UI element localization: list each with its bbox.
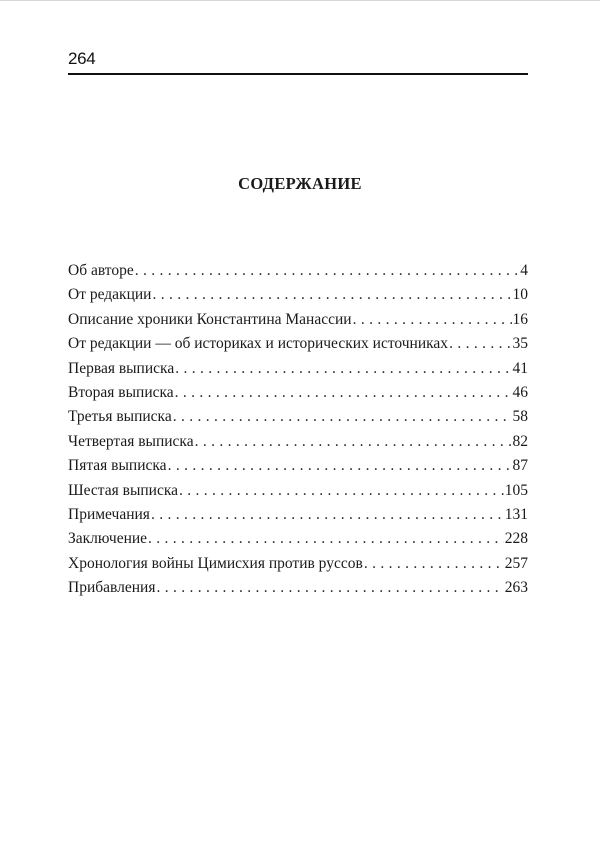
- toc-entry[interactable]: [68, 283, 528, 307]
- toc-entry[interactable]: [68, 405, 528, 429]
- toc-entry-label: Третья выписка: [68, 408, 172, 426]
- dot-leader: [353, 308, 512, 332]
- dot-leader: [135, 259, 520, 283]
- toc-entry-page: 10: [512, 286, 528, 304]
- toc-entry[interactable]: [68, 259, 528, 283]
- toc-entry[interactable]: [68, 430, 528, 454]
- dot-leader: [195, 430, 512, 454]
- toc-entry-label: Примечания: [68, 505, 150, 523]
- toc-entry[interactable]: [68, 357, 528, 381]
- header-rule: [68, 73, 528, 75]
- toc-entry-page: 263: [504, 579, 528, 597]
- toc-entry[interactable]: [68, 479, 528, 503]
- page-number: 264: [68, 49, 96, 68]
- toc-entry[interactable]: [68, 332, 528, 356]
- toc-entry[interactable]: [68, 503, 528, 527]
- toc-entry-label: Прибавления: [68, 579, 156, 597]
- toc-entry-page: 41: [512, 359, 528, 377]
- dot-leader: [179, 479, 504, 503]
- toc-entry[interactable]: [68, 552, 528, 576]
- toc-entry[interactable]: [68, 308, 528, 332]
- table-of-contents: [68, 259, 528, 600]
- toc-entry-page: 16: [512, 310, 528, 328]
- dot-leader: [173, 405, 512, 429]
- dot-leader: [168, 454, 512, 478]
- toc-entry-label: От редакции — об историках и исторических источниках: [68, 335, 449, 353]
- toc-entry-label: Первая выписка: [68, 359, 175, 377]
- toc-entry-label: Об авторе: [68, 262, 134, 279]
- dot-leader: [152, 283, 511, 307]
- toc-entry-label: Шестая выписка: [68, 481, 179, 499]
- dot-leader: [148, 527, 504, 551]
- toc-entry-page: 4: [520, 262, 528, 279]
- toc-entry-label: От редакции: [68, 286, 152, 304]
- toc-entry-page: 131: [504, 505, 528, 523]
- toc-entry-label: Хронология войны Цимисхия против руссов: [68, 554, 363, 572]
- dot-leader: [175, 381, 512, 405]
- dot-leader: [364, 552, 504, 576]
- dot-leader: [156, 576, 503, 600]
- toc-entry-page: 228: [504, 530, 528, 548]
- toc-entry-label: Вторая выписка: [68, 383, 174, 401]
- toc-entry-label: Описание хроники Константина Манассии: [68, 310, 352, 328]
- toc-entry[interactable]: [68, 527, 528, 551]
- toc-entry-page: 35: [512, 335, 528, 353]
- toc-entry[interactable]: [68, 576, 528, 600]
- dot-leader: [449, 332, 511, 356]
- toc-entry[interactable]: [68, 381, 528, 405]
- toc-entry-page: 87: [512, 457, 528, 475]
- toc-entry-label: Пятая выписка: [68, 457, 167, 475]
- toc-entry[interactable]: [68, 454, 528, 478]
- toc-entry-page: 46: [512, 383, 528, 401]
- dot-leader: [175, 357, 511, 381]
- toc-entry-page: 58: [512, 408, 528, 426]
- toc-entry-label: Заключение: [68, 530, 148, 548]
- toc-entry-page: 257: [504, 554, 528, 572]
- page-title: СОДЕРЖАНИЕ: [238, 174, 362, 193]
- dot-leader: [151, 503, 504, 527]
- toc-entry-page: 82: [512, 432, 528, 450]
- page-top-edge: [0, 0, 600, 1]
- toc-entry-page: 105: [504, 481, 528, 499]
- toc-entry-label: Четвертая выписка: [68, 432, 194, 450]
